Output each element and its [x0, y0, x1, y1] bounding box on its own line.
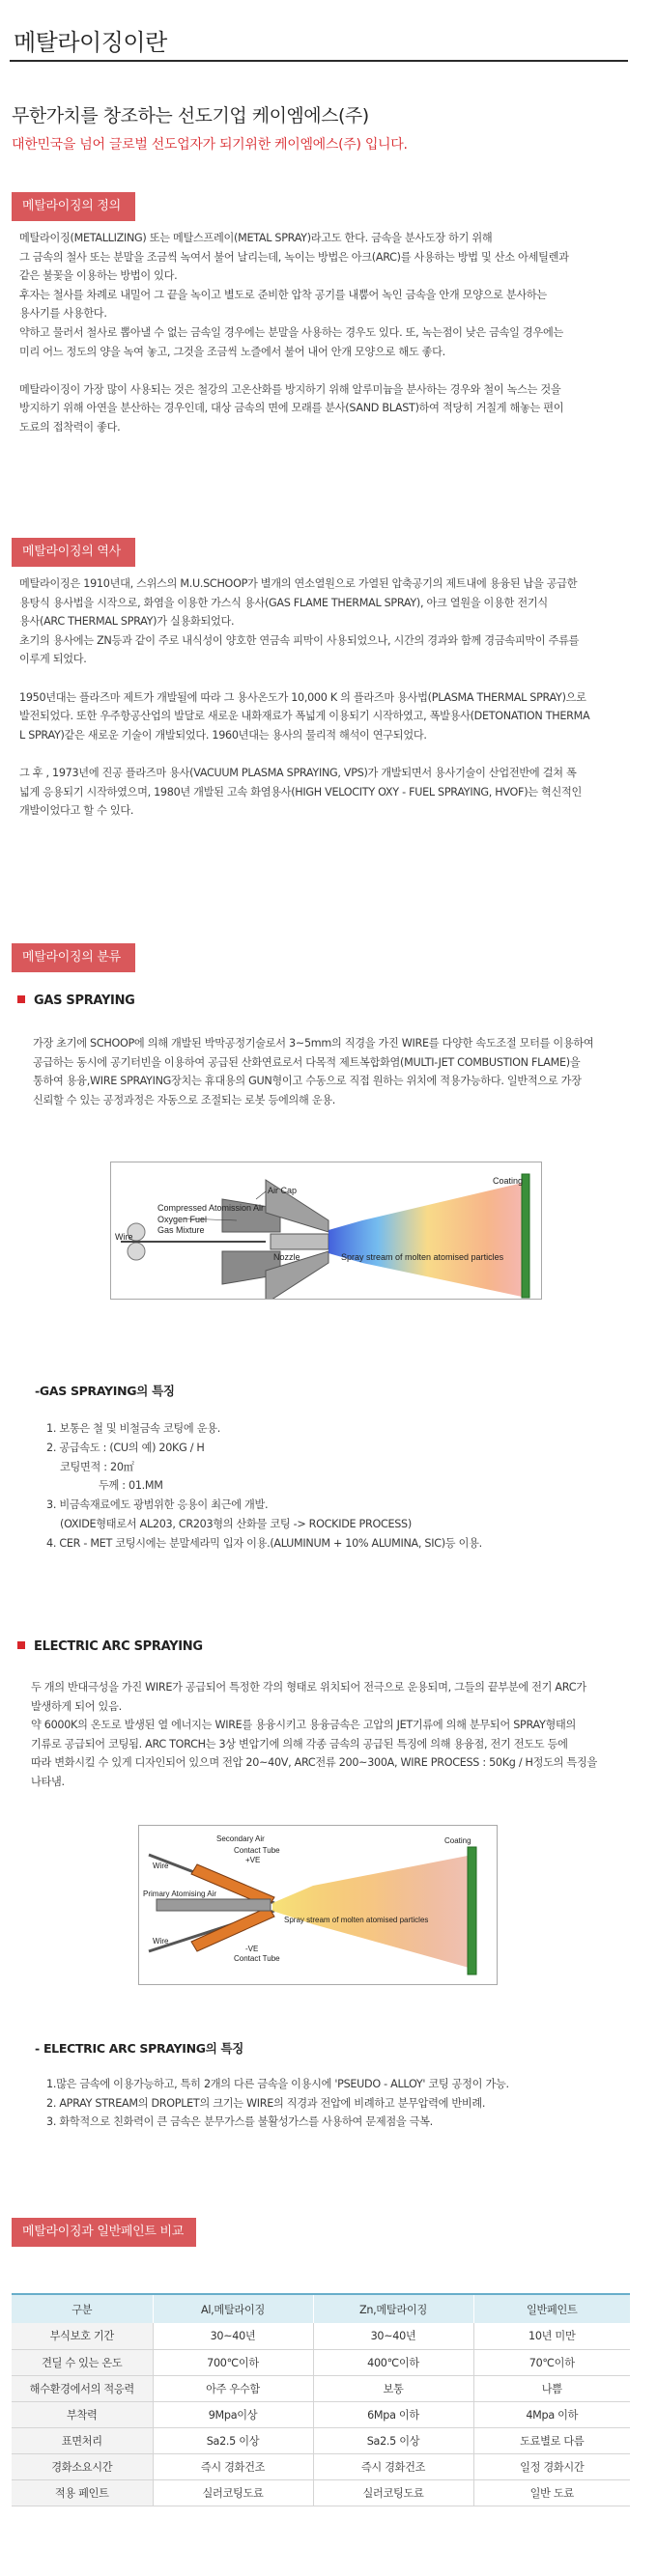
text-line: 신뢰할 수 있는 공정과정은 자동으로 조절되는 로봇 등에의해 운용.	[33, 1093, 335, 1106]
arc-spraying-heading-text: ELECTRIC ARC SPRAYING	[34, 1639, 203, 1654]
history-text	[19, 574, 628, 821]
gas-spraying-text	[33, 1034, 632, 1109]
text-line: 4. CER - MET 코팅시에는 분말세라믹 입자 이용.(ALUMINUM + 10% ALUMINA, SIC)등 이용.	[46, 1536, 482, 1550]
text-line: 따라 변화시킬 수 있게 디자인되어 있으며 전압 20~40V, ARC전류 200~300A, WIRE PROCESS : 50Kg / H정도의 특징을	[31, 1756, 597, 1770]
table-row-label: 부식보호 기간	[12, 2323, 153, 2349]
table-cell: 실러코팅도료	[153, 2479, 313, 2506]
gas-features-title: -GAS SPRAYING의 특징	[35, 1384, 175, 1398]
arc-spraying-text	[31, 1678, 638, 1792]
text-line: 코팅면적 : 20㎡	[60, 1460, 134, 1473]
text-line: 발전되었다. 또한 우주항공산업의 발달로 새로운 내화재료가 폭넓게 이용되기 시작하였고, 폭발용사(DETONATION THERMA	[19, 710, 590, 723]
text-line: 개발이었다고 할 수 있다.	[19, 804, 134, 818]
table-cell: 보통	[313, 2375, 473, 2401]
text-line: 넓게 응용되기 시작하였으며, 1980년 개발된 고속 화염용사(HIGH VELOCITY OXY - FUEL SPRAYING, HVOF)는 혁신적인	[19, 785, 583, 798]
text-line: 메탈라이징(METALLIZING) 또는 메탈스프레이(METAL SPRAY)라고도 한다. 금속을 분사도장 하기 위해	[19, 232, 493, 244]
arc-label-contact-tube-top: Contact Tube	[234, 1846, 280, 1855]
gas-label-oxygen-fuel: Oxygen Fuel	[157, 1215, 208, 1224]
table-row	[12, 2323, 630, 2349]
hero-subtitle: 대한민국을 넘어 글로벌 선도업자가 되기위한 케이엠에스(주) 입니다.	[12, 137, 408, 153]
table-row	[12, 2427, 630, 2453]
text-line: 3. 비금속재료에도 광범위한 응용이 최근에 개발.	[46, 1498, 269, 1512]
gas-label-coating: Coating	[493, 1176, 524, 1186]
definition-text	[19, 229, 628, 437]
text-line: 공급하는 동시에 공기터빈을 이용하여 공급된 산화연료로서 다목적 제트복합화염(MULTI-JET COMBUSTION FLAME)을	[33, 1055, 581, 1069]
arc-spraying-diagram-svg	[139, 1826, 498, 1985]
table-row	[12, 2453, 630, 2479]
gas-label-nozzle: Nozzle	[273, 1252, 300, 1262]
red-square-bullet-icon	[17, 995, 25, 1003]
text-line: (OXIDE형태로서 AL203, CR203형의 산화물 코팅 -> ROCKIDE PROCESS)	[60, 1517, 412, 1530]
text-line: 그 금속의 철사 또는 분말을 조금씩 녹여서 불어 날리는데, 녹이는 방법은 아크(ARC)를 사용하는 방법 및 산소 아세틸렌과	[19, 250, 569, 264]
title-divider	[10, 60, 628, 62]
text-line: 두 개의 반대극성을 가진 WIRE가 공급되어 특정한 각의 형태로 위치되어 전극으로 운용되며, 그들의 끝부분에 전기 ARC가	[31, 1681, 586, 1694]
text-line: 메탈라이징이 가장 많이 사용되는 것은 철강의 고온산화를 방지하기 위해 알루미늄을 분사하는 경우와 철이 녹스는 것을	[19, 382, 561, 396]
text-line: 3. 화학적으로 친화력이 큰 금속은 분무가스를 불활성가스를 사용하여 문제점을 극복.	[46, 2115, 433, 2129]
text-line: 그 후 , 1973년에 진공 플라즈마 용사(VACUUM PLASMA SPRAYING, VPS)가 개발되면서 용사기술이 산업전반에 걸쳐 폭	[19, 766, 577, 779]
gas-spraying-diagram-svg	[111, 1162, 542, 1300]
arc-label-wire-bottom: Wire	[153, 1937, 169, 1946]
table-cell: 30~40년	[313, 2323, 473, 2349]
arc-spraying-heading	[17, 1639, 203, 1654]
text-line: 발생하게 되어 있음.	[31, 1699, 122, 1713]
table-row-label: 적용 페인트	[12, 2479, 153, 2506]
text-line: 기류로 공급되어 코팅됨. ARC TORCH는 3상 변압기에 의해 각종 금속의 공급된 특징에 의해 용융점, 전기 전도도 등에	[31, 1737, 568, 1750]
comparison-table-body	[12, 2323, 630, 2506]
arc-label-secondary-air: Secondary Air	[216, 1834, 265, 1843]
gas-label-compressed-air: Compressed Atomission Air	[157, 1203, 265, 1213]
table-cell: 도료별로 다름	[473, 2427, 630, 2453]
text-line: 2. 공급속도 : (CU의 예) 20KG / H	[46, 1441, 205, 1454]
table-row-label: 해수환경에서의 적응력	[12, 2375, 153, 2401]
text-line: L SPRAY)같은 새로운 기술이 개발되었다. 1960년대는 용사의 물리적 해석이 연구되었다.	[19, 728, 427, 742]
table-row	[12, 2479, 630, 2506]
table-cell: 일반 도료	[473, 2479, 630, 2506]
arc-label-plus-ve: +VE	[245, 1856, 261, 1864]
text-line: 2. APRAY STREAM의 DROPLET의 크기는 WIRE의 직경과 전압에 비례하고 분무압력에 반비례.	[46, 2096, 486, 2110]
table-row	[12, 2401, 630, 2427]
arc-features-list	[46, 2075, 636, 2132]
table-cell: 10년 미만	[473, 2323, 630, 2349]
text-line: 용사(ARC THERMAL SPRAY)가 실용화되었다.	[19, 615, 235, 629]
page-title: 메탈라이징이란	[14, 29, 167, 56]
gas-label-wire: Wire	[115, 1232, 133, 1242]
table-cell: 즉시 경화건조	[153, 2453, 313, 2479]
hero-title: 무한가치를 창조하는 선도기업 케이엠에스(주)	[12, 105, 369, 126]
table-row	[12, 2375, 630, 2401]
arc-label-coating: Coating	[444, 1836, 471, 1845]
section-tab-history: 메탈라이징의 역사	[12, 538, 135, 567]
text-line: 후자는 철사를 차례로 내밀어 그 끝을 녹이고 별도로 준비한 압착 공기를 내뿜어 녹인 금속을 안개 모양으로 분사하는	[19, 288, 547, 301]
arc-label-contact-tube-bottom: Contact Tube	[234, 1954, 280, 1963]
table-cell: 일정 경화시간	[473, 2453, 630, 2479]
text-line	[19, 669, 628, 688]
text-line: 도료의 접착력이 좋다.	[19, 420, 121, 434]
table-cell: 나쁨	[473, 2375, 630, 2401]
table-row-label: 견딜 수 있는 온도	[12, 2349, 153, 2375]
table-cell: 30~40년	[153, 2323, 313, 2349]
text-line: 가장 초기에 SCHOOP에 의해 개발된 박막공정기술로서 3~5mm의 직경을 가진 WIRE를 다양한 속도조절 모터를 이용하여	[33, 1037, 594, 1050]
text-line: 통하여 용융,WIRE SPRAYING장치는 휴대용의 GUN형이고 수동으로 직접 원하는 위치에 적용가능하다. 일반적으로 가장	[33, 1075, 582, 1088]
text-line: 1. 보통은 철 및 비철금속 코팅에 운용.	[46, 1422, 220, 1435]
comparison-table-header-row	[12, 2294, 630, 2323]
text-line: 같은 불꽃을 이용하는 방법이 있다.	[19, 269, 178, 283]
section-tab-definition: 메탈라이징의 정의	[12, 192, 135, 221]
table-cell: 700℃이하	[153, 2349, 313, 2375]
gas-spraying-heading	[17, 994, 135, 1008]
arc-label-minus-ve: -VE	[245, 1945, 259, 1953]
table-cell: Sa2.5 이상	[153, 2427, 313, 2453]
arc-label-primary-air: Primary Atomising Air	[143, 1890, 217, 1898]
gas-features-list	[46, 1419, 626, 1554]
text-line: 1.많은 금속에 이용가능하고, 특히 2개의 다른 금속을 이용시에 'PSEUDO - ALLOY' 코팅 공정이 가능.	[46, 2078, 509, 2090]
table-cell: 아주 우수함	[153, 2375, 313, 2401]
text-line: 약 6000K의 온도로 발생된 열 에너지는 WIRE를 용융시키고 용융금속은 고압의 JET기류에 의해 분무되어 SPRAY형태의	[31, 1719, 577, 1732]
table-header-cell: 일반페인트	[473, 2294, 630, 2323]
table-cell: 400℃이하	[313, 2349, 473, 2375]
arc-label-spray-stream: Spray stream of molten atomised particles	[284, 1916, 429, 1924]
table-row-label: 경화소요시간	[12, 2453, 153, 2479]
arc-label-wire-top: Wire	[153, 1862, 169, 1870]
table-header-cell: Al,메탈라이징	[153, 2294, 313, 2323]
text-line: 용탕식 용사법을 시작으로, 화염을 이용한 가스식 용사(GAS FLAME THERMAL SPRAY), 아크 열원을 이용한 전기식	[19, 596, 548, 609]
table-row-label: 부착력	[12, 2401, 153, 2427]
table-cell: 실러코팅도료	[313, 2479, 473, 2506]
text-line	[19, 361, 628, 380]
gas-spraying-diagram	[110, 1162, 542, 1300]
text-line: 1950년대는 플라즈마 제트가 개발될에 따라 그 용사온도가 10,000 K 의 플라즈마 용사법(PLASMA THERMAL SPRAY)으로	[19, 690, 586, 704]
table-header-cell: 구분	[12, 2294, 153, 2323]
text-line: 방지하기 위해 아연을 분산하는 경우인데, 대상 금속의 면에 모래를 분사(SAND BLAST)하여 적당히 거칠게 해놓는 편이	[19, 402, 564, 415]
table-cell: 6Mpa 이하	[313, 2401, 473, 2427]
arc-spraying-diagram	[138, 1825, 498, 1985]
table-cell: 70℃이하	[473, 2349, 630, 2375]
text-line: 두께 : 01.MM	[99, 1479, 163, 1493]
arc-features-title: - ELECTRIC ARC SPRAYING의 특징	[35, 2041, 244, 2056]
text-line: 메탈라이징은 1910년대, 스위스의 M.U.SCHOOP가 별개의 연소열원으로 가열된 압축공기의 제트내에 용융된 납을 공급한	[19, 577, 578, 590]
text-line: 약하고 물러서 철사로 뽑아낼 수 없는 금속일 경우에는 분말을 사용하는 경우도 있다. 또, 녹는점이 낮은 금속일 경우에는	[19, 325, 563, 339]
gas-label-spray-stream: Spray stream of molten atomised particles	[341, 1252, 504, 1262]
table-row	[12, 2349, 630, 2375]
red-square-bullet-icon	[17, 1641, 25, 1649]
text-line	[19, 744, 628, 764]
gas-label-air-cap: Air Cap	[268, 1186, 298, 1195]
table-cell: 4Mpa 이하	[473, 2401, 630, 2427]
text-line: 초기의 용사에는 ZN등과 같이 주로 내식성이 양호한 연금속 피막이 사용되었으나, 시간의 경과와 함께 경금속피막이 주류를	[19, 633, 580, 647]
table-cell: 9Mpa이상	[153, 2401, 313, 2427]
table-cell: Sa2.5 이상	[313, 2427, 473, 2453]
text-line: 이루게 되었다.	[19, 653, 87, 666]
table-header-cell: Zn,메탈라이징	[313, 2294, 473, 2323]
table-cell: 즉시 경화건조	[313, 2453, 473, 2479]
text-line: 나타냄.	[31, 1775, 65, 1788]
text-line: 용사기를 사용한다.	[19, 307, 107, 321]
comparison-table	[12, 2293, 630, 2506]
text-line: 미리 어느 정도의 양을 녹여 놓고, 그것을 조금씩 노즐에서 불어 내어 안개 모양으로 해도 좋다.	[19, 345, 445, 358]
table-row-label: 표면처리	[12, 2427, 153, 2453]
section-tab-comparison: 메탈라이징과 일반페인트 비교	[12, 2218, 196, 2247]
section-tab-classification: 메탈라이징의 분류	[12, 943, 135, 972]
gas-spraying-heading-text: GAS SPRAYING	[34, 994, 135, 1008]
gas-label-gas-mixture: Gas Mixture	[157, 1225, 205, 1235]
